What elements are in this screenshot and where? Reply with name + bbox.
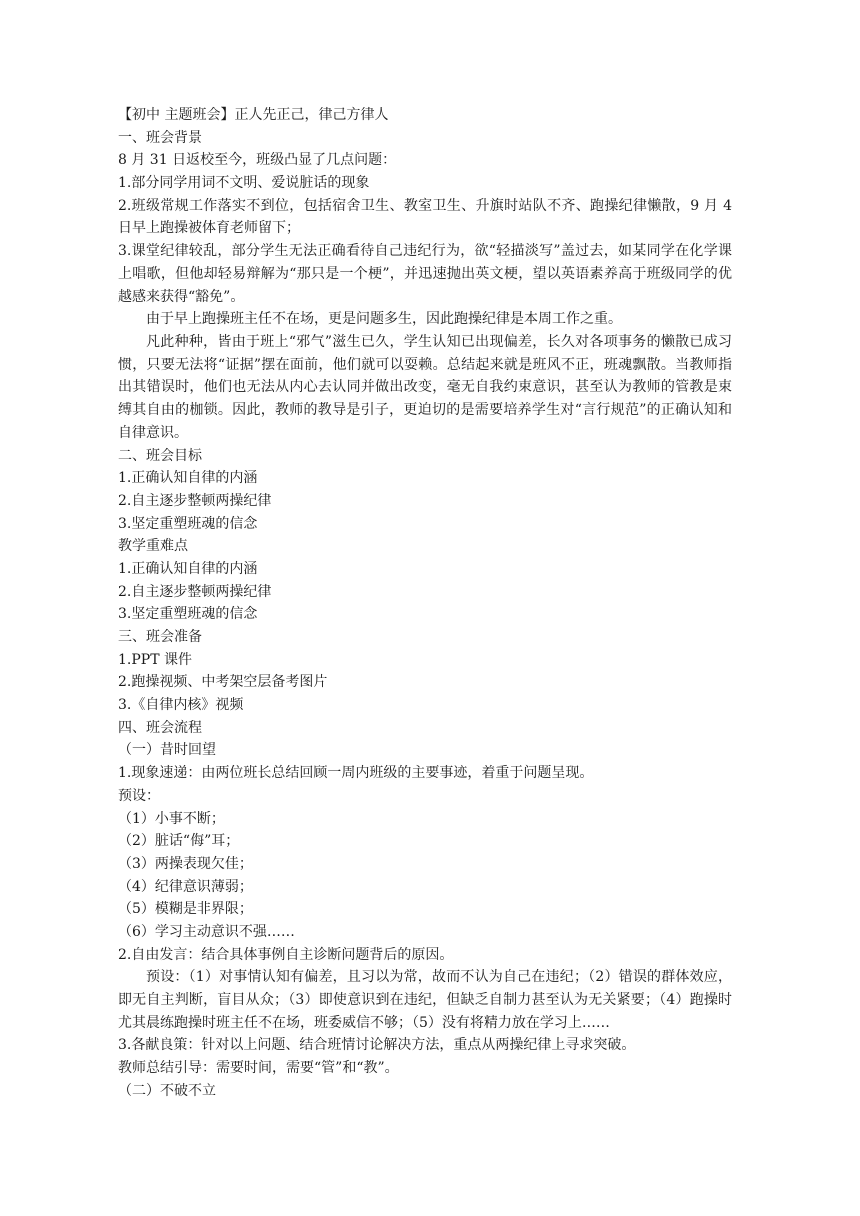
process-step-1: 1.现象速递：由两位班长总结回顾一周内班级的主要事迹，着重于问题呈现。 xyxy=(118,765,594,782)
preset-item-5: （5）模糊是非界限； xyxy=(118,901,253,918)
background-paragraph-2: 凡此种种，皆由于班上“邪气”滋生已久，学生认知已出现偏差，长久对各项事务的懒散已成习惯，只要无法将“证据”摆在面前，他们就可以耍赖。总结起来就是班风不正，班魂飘散。当教师指出其错误时，他们也无法从内心去认同并做出改变，毫无自我约束意识，甚至认为教师的管教是束缚其自由的枷锁。因此，教师的教导是引子，更迫切的是需要培养学生对“言行规范”的正确认知和自律意识。 xyxy=(118,333,732,441)
key-point-item-3: 3.坚定重塑班魂的信念 xyxy=(118,606,258,623)
section-heading-process: 四、班会流程 xyxy=(118,719,202,736)
document-title: 【初中 主题班会】正人先正己，律己方律人 xyxy=(118,107,389,123)
goal-item-1: 1.正确认知自律的内涵 xyxy=(118,470,258,487)
preset-item-1: （1）小事不断； xyxy=(118,810,225,827)
section-heading-background: 一、班会背景 xyxy=(118,129,202,146)
key-point-item-1: 1.正确认知自律的内涵 xyxy=(118,560,258,577)
preset-item-3: （3）两操表现欠佳； xyxy=(118,855,253,872)
process-step-2: 2.自由发言：结合具体事例自主诊断问题背后的原因。 xyxy=(118,946,454,963)
process-step-2-paragraph: 预设：（1）对事情认知有偏差，且习以为常，故而不认为自己在违纪；（2）错误的群体效应，即无自主判断，盲目从众；（3）即使意识到在违纪，但缺乏自制力甚至认为无关紧要；（4）跑操时尤其晨练跑操时班主任不在场，班委威信不够；（5）没有将精力放在学习上…… xyxy=(118,969,732,1031)
preset-item-6: （6）学习主动意识不强…… xyxy=(118,923,295,940)
preparation-item-3: 3.《自律内核》视频 xyxy=(118,697,244,714)
preset-item-4: （4）纪律意识薄弱； xyxy=(118,878,253,895)
process-step-3: 3.各献良策：针对以上问题、结合班情讨论解决方法，重点从两操纪律上寻求突破。 xyxy=(118,1037,636,1054)
section-heading-preparation: 三、班会准备 xyxy=(118,629,202,645)
goal-item-3: 3.坚定重塑班魂的信念 xyxy=(118,515,258,532)
preparation-item-1: 1.PPT 课件 xyxy=(118,651,192,668)
document-page xyxy=(118,104,732,1102)
background-paragraph-1: 由于早上跑操班主任不在场，更是问题多生，因此跑操纪律是本周工作之重。 xyxy=(146,311,622,328)
key-point-item-2: 2.自主逐步整顿两操纪律 xyxy=(118,583,272,600)
preset-item-2: （2）脏话“侮”耳； xyxy=(118,833,240,850)
preparation-item-2: 2.跑操视频、中考架空层备考图片 xyxy=(118,674,328,691)
background-item-2: 2.班级常规工作落实不到位，包括宿舍卫生、教室卫生、升旗时站队不齐、跑操纪律懒散，9 月 4 日早上跑操被体育老师留下； xyxy=(118,197,732,237)
background-item-1: 1.部分同学用词不文明、爱说脏话的现象 xyxy=(118,175,370,192)
process-part-1: （一）昔时回望 xyxy=(118,742,216,759)
section-heading-goals: 二、班会目标 xyxy=(118,447,202,464)
goal-item-2: 2.自主逐步整顿两操纪律 xyxy=(118,492,272,509)
preset-label: 预设： xyxy=(118,787,160,804)
process-part-2: （二）不破不立 xyxy=(118,1082,216,1099)
background-item-3: 3.课堂纪律较乱，部分学生无法正确看待自己违纪行为，欲“轻描淡写”盖过去，如某同学在化学课上唱歌，但他却轻易辩解为“那只是一个梗”，并迅速抛出英文梗，望以英语素养高于班级同学的优越感来获得“豁免”。 xyxy=(118,243,732,305)
background-intro: 8 月 31 日返校至今，班级凸显了几点问题： xyxy=(118,152,397,169)
key-points-heading: 教学重难点 xyxy=(118,538,188,555)
teacher-summary: 教师总结引导：需要时间，需要“管”和“教”。 xyxy=(118,1060,399,1077)
